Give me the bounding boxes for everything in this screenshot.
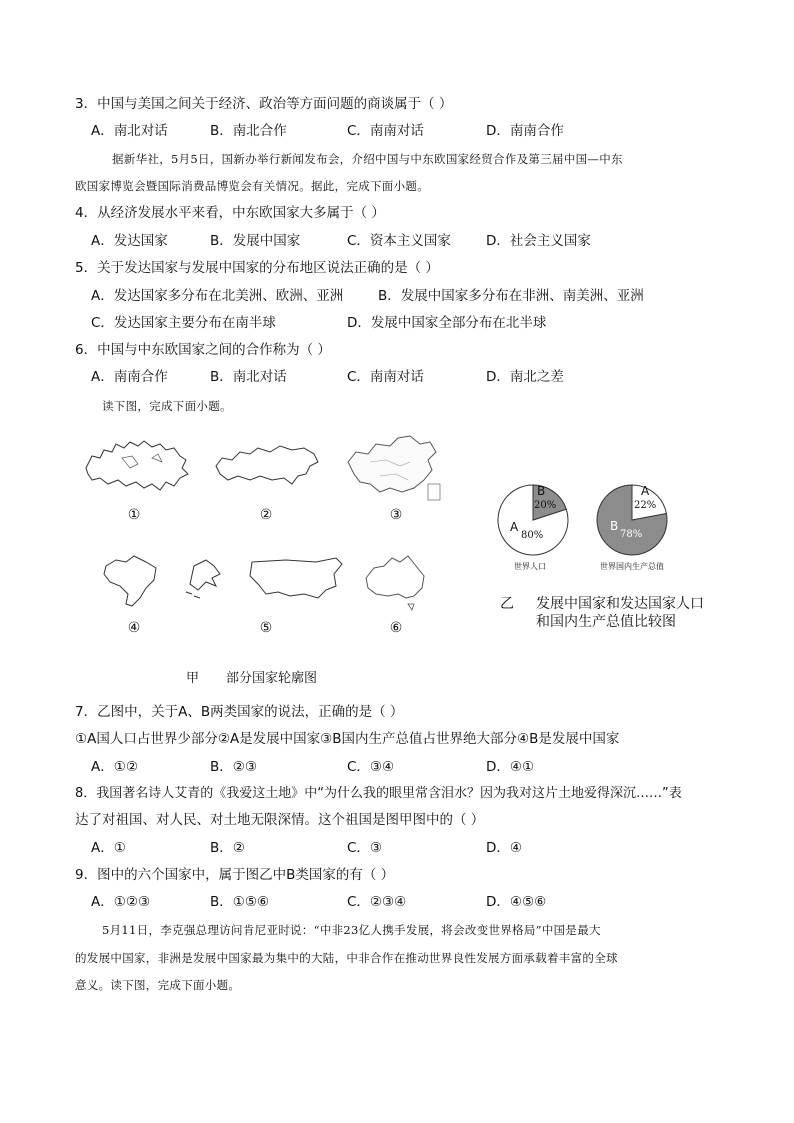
q5-option-a: A．发达国家多分布在北美洲、欧洲、亚洲 <box>91 288 344 304</box>
q9-option-d: D．④⑤⑥ <box>486 894 547 910</box>
q6-option-d: D．南北之差 <box>486 369 564 385</box>
q5-option-d: D．发展中国家全部分布在北半球 <box>347 315 547 331</box>
q7-option-a: A．①② <box>91 759 138 775</box>
q5-option-b: B．发展中国家多分布在非洲、南美洲、亚洲 <box>378 288 644 304</box>
pie2-label-a: A <box>641 484 650 498</box>
map-australia-outline <box>360 552 430 612</box>
q4-option-c: C．资本主义国家 <box>347 233 451 249</box>
q5-stem: 5．关于发达国家与发展中国家的分布地区说法正确的是（ ） <box>75 260 439 276</box>
q7-option-c: C．③④ <box>347 759 395 775</box>
label-map-4: ④ <box>127 620 141 636</box>
pie2-pct-b: 78% <box>620 529 643 540</box>
q9-option-a: A．①②③ <box>91 894 151 910</box>
q6-option-b: B．南北对话 <box>210 369 287 385</box>
q9-option-c: C．②③④ <box>347 894 407 910</box>
figure-jia-caption: 部分国家轮廓图 <box>226 671 318 686</box>
q3-option-b: B．南北合作 <box>210 123 287 139</box>
passage2-line1: 5月11日，李克强总理访问肯尼亚时说：“中非23亿人携手发展，将会改变世界格局”中国是最大 <box>102 923 601 937</box>
q3-stem: 3．中国与美国之间关于经济、政治等方面问题的商谈属于（ ） <box>75 96 453 112</box>
passage2-line3: 意义。读下图，完成下面小题。 <box>75 978 241 992</box>
pie2-label-b: B <box>610 519 619 533</box>
q7-statements: ①A国人口占世界少部分②A是发展中国家③B国内生产总值占世界绝大部分④B是发展中国家 <box>75 731 620 747</box>
q7-option-b: B．②③ <box>210 759 257 775</box>
map-usa-outline <box>186 552 346 604</box>
q6-option-a: A．南南合作 <box>91 369 168 385</box>
q4-option-d: D．社会主义国家 <box>486 233 591 249</box>
label-map-3: ③ <box>389 507 403 523</box>
pie1-pct-b: 20% <box>534 500 557 511</box>
q8-stem-line1: 8．我国著名诗人艾青的《我爱这土地》中“为什么我的眼里常含泪水？因为我对这片土地爱得深沉……”表 <box>75 786 682 801</box>
q6-stem: 6．中国与中东欧国家之间的合作称为（ ） <box>75 342 331 358</box>
passage1-line1: 据新华社，5月5日，国新办举行新闻发布会，介绍中国与中东欧国家经贸合作及第三届中国—中东 <box>112 152 623 166</box>
q5-option-c: C．发达国家主要分布在南半球 <box>91 315 276 331</box>
label-map-5: ⑤ <box>259 620 273 636</box>
q6-option-c: C．南南对话 <box>347 369 424 385</box>
pie-world-gdp <box>594 482 670 558</box>
label-map-6: ⑥ <box>389 620 403 636</box>
pie1-title: 世界人口 <box>514 562 546 571</box>
figure-yi-caption-line1: 发展中国家和发达国家人口 <box>536 596 704 612</box>
q8-option-a: A．① <box>91 840 126 856</box>
q8-option-d: D．④ <box>486 840 522 856</box>
q7-stem: 7．乙图中，关于A、B两类国家的说法，正确的是（ ） <box>75 704 404 720</box>
q3-option-c: C．南南对话 <box>347 123 424 139</box>
label-map-2: ② <box>259 507 273 523</box>
pie1-pct-a: 80% <box>521 530 544 541</box>
pie1-label-a: A <box>510 520 519 534</box>
map-canada-outline <box>82 438 192 496</box>
pie-world-population <box>495 482 571 558</box>
map-china-outline <box>340 432 448 502</box>
read-instruction: 读下图，完成下面小题。 <box>102 399 232 413</box>
q8-stem-line2: 达了对祖国、对人民、对土地无限深情。这个祖国是图甲图中的（ ） <box>75 812 485 828</box>
map-brazil-outline <box>100 552 162 612</box>
figure-yi-caption-line2: 和国内生产总值比较图 <box>536 614 676 630</box>
q8-option-b: B．② <box>210 840 245 856</box>
q4-stem: 4．从经济发展水平来看，中东欧国家大多属于（ ） <box>75 205 385 221</box>
map-russia-outline <box>212 440 322 492</box>
passage1-line2: 欧国家博览会暨国际消费品博览会有关情况。据此，完成下面小题。 <box>75 179 429 193</box>
pie2-title: 世界国内生产总值 <box>600 562 664 571</box>
q4-option-a: A．发达国家 <box>91 233 168 249</box>
q7-option-d: D．④① <box>486 759 535 775</box>
q8-option-c: C．③ <box>347 840 383 856</box>
q4-option-b: B．发展中国家 <box>210 233 301 249</box>
figure-jia-letter: 甲 <box>186 671 200 686</box>
label-map-1: ① <box>127 507 141 523</box>
q9-stem: 9．图中的六个国家中，属于图乙中B类国家的有（ ） <box>75 867 395 883</box>
q3-option-d: D．南南合作 <box>486 123 564 139</box>
pie1-label-b: B <box>537 484 546 498</box>
q3-option-a: A．南北对话 <box>91 123 168 139</box>
q9-option-b: B．①⑤⑥ <box>210 894 270 910</box>
figure-yi-letter: 乙 <box>500 596 514 612</box>
passage2-line2: 的发展中国家，非洲是发展中国家最为集中的大陆，中非合作在推动世界良性发展方面承载着丰富的全球 <box>75 951 618 965</box>
pie2-pct-a: 22% <box>634 500 657 511</box>
